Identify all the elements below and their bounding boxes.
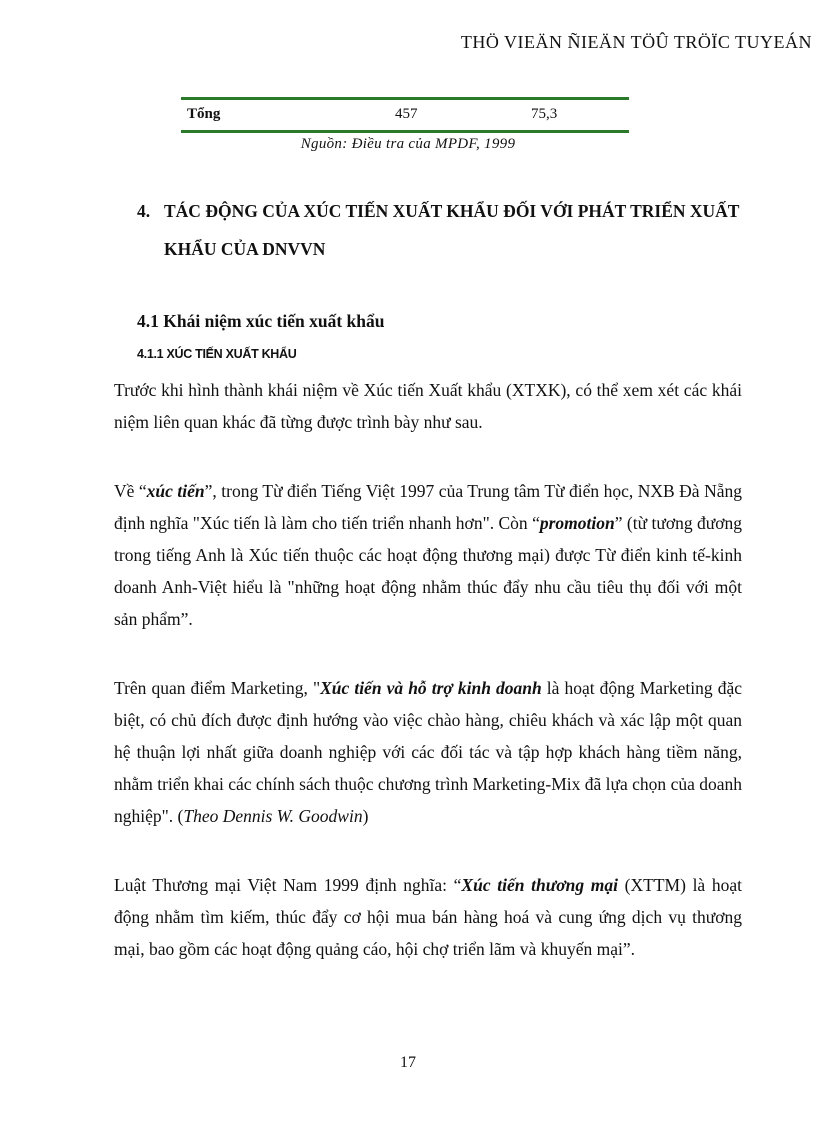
- page-number: 17: [400, 1054, 416, 1071]
- text-run: Luật Thương mại Việt Nam 1999 định nghĩa: “: [114, 875, 462, 895]
- table-row: [181, 100, 629, 130]
- text-run: Trên quan điểm Marketing, ": [114, 678, 321, 698]
- text-run: ”, trong Từ điển Tiếng Việt 1997 của Trung tâm Từ điển học, NXB Đà Nẵng định nghĩa "Xúc tiến là làm cho tiến triển nhanh hơn". Còn “: [114, 481, 742, 533]
- paragraph-definition-law: [114, 869, 742, 965]
- section-4-1-heading: 4.1 Khái niệm xúc tiến xuất khẩu: [137, 311, 385, 331]
- section-title: TÁC ĐỘNG CỦA XÚC TIẾN XUẤT KHẨU ĐỐI VỚI PHÁT TRIỂN XUẤT KHẨU CỦA DNVVN: [164, 201, 740, 259]
- text-run: Về “: [114, 481, 147, 501]
- section-4-1-1-heading: 4.1.1 XÚC TIẾN XUẤT KHẨU: [137, 347, 297, 361]
- paragraph-definition-dictionary: [114, 475, 742, 635]
- section-number: 4.: [137, 201, 151, 221]
- emphasis-term: Xúc tiến thương mại: [461, 875, 618, 895]
- running-header: THÖ VIEÄN ÑIEÄN TÖÛ TRÖÏC TUYEÁN: [460, 32, 812, 52]
- table-source-note: Nguồn: Điều tra của MPDF, 1999: [300, 136, 516, 152]
- text-run: ” (từ tương đương trong tiếng Anh là Xúc tiến thuộc các hoạt động thương mại) được Từ điển kinh tế-kinh doanh Anh-Việt hiểu là "những hoạt động nhằm thúc đẩy nhu cầu tiêu thụ đối với một sản phẩm”.: [114, 513, 742, 629]
- text-run: ): [362, 806, 369, 826]
- paragraph-definition-marketing: [114, 672, 742, 832]
- emphasis-term: xúc tiến: [146, 481, 205, 501]
- summary-table: [181, 97, 629, 133]
- section-4-heading: [137, 192, 747, 268]
- text-run: là hoạt động Marketing đặc biệt, có chủ đích được định hướng vào việc chào hàng, chiêu khách và xác lập một quan hệ thuận lợi nhất giữa doanh nghiệp với các đối tác và tập hợp khách hàng tiềm năng, nhằm triển khai các chính sách thuộc chương trình Marketing-Mix đã lựa chọn của doanh nghiệp". (: [114, 678, 742, 826]
- citation: Theo Dennis W. Goodwin: [183, 806, 363, 826]
- paragraph-intro: Trước khi hình thành khái niệm về Xúc tiến Xuất khẩu (XTXK), có thể xem xét các khái niệm liên quan khác đã từng được trình bày như sau.: [114, 380, 742, 432]
- text-run: (XTTM) là hoạt động nhằm tìm kiếm, thúc đẩy cơ hội mua bán hàng hoá và cung ứng dịch vụ thương mại, bao gồm các hoạt động quảng cáo, hội chợ triển lãm và khuyến mại”.: [114, 875, 742, 959]
- table-cell-label: Tổng: [187, 106, 221, 122]
- table-cell-count: 457: [395, 106, 418, 122]
- table-bottom-rule: [181, 130, 629, 133]
- emphasis-term: Xúc tiến và hỗ trợ kinh doanh: [320, 678, 542, 698]
- table-cell-percent: 75,3: [531, 106, 558, 122]
- emphasis-term: promotion: [539, 513, 615, 533]
